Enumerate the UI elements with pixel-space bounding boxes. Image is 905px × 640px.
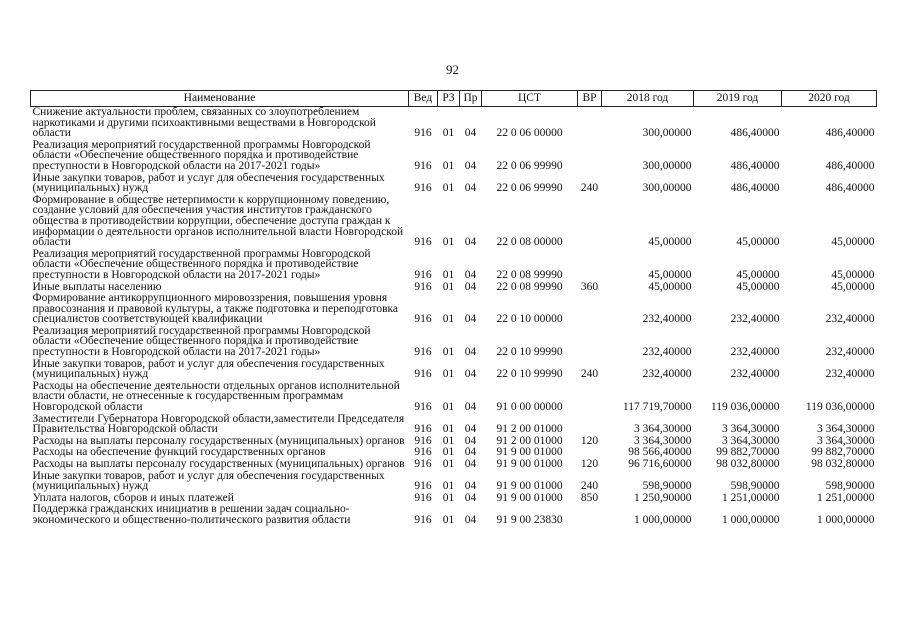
cell-2020: 45,00000 xyxy=(831,268,875,281)
cell-2019: 232,40000 xyxy=(730,313,780,326)
cell-rz: 01 xyxy=(442,236,455,249)
header-pr: Пр xyxy=(460,91,482,107)
cell-ved: 916 xyxy=(414,368,432,381)
cell-pr: 04 xyxy=(464,480,477,493)
cell-ved: 916 xyxy=(414,423,432,436)
cell-cst: 22 0 10 99990 xyxy=(496,346,563,359)
cell-2018: 45,00000 xyxy=(648,268,692,281)
header-vr: ВР xyxy=(578,91,602,107)
cell-2018: 232,40000 xyxy=(642,313,692,326)
cell-name: Формирование в обществе нетерпимости к коррупционному поведению, создание условий для обеспечения участия институтов гражданского общества в противодействии коррупции, обеспечение доступа граждан к информации о деятельности органов исполнительной власти Новгородской области xyxy=(32,193,404,249)
cell-2019: 3 364,30000 xyxy=(722,434,780,447)
cell-2020: 3 364,30000 xyxy=(817,434,875,447)
cell-2019: 486,40000 xyxy=(730,182,780,195)
cell-name: Реализация мероприятий государственной программы Новгородской области «Обеспечение общественного порядка и противодействие преступности в Новгородской области на 2017-2021 годы» xyxy=(32,324,371,359)
cell-2018: 598,90000 xyxy=(642,480,692,493)
table-row xyxy=(31,107,877,140)
cell-2020: 1 251,00000 xyxy=(817,491,875,504)
cell-rz: 01 xyxy=(442,182,455,195)
cell-vr: 240 xyxy=(580,368,599,381)
cell-vr xyxy=(578,107,602,140)
cell-ved: 916 xyxy=(414,346,432,359)
header-2018: 2018 год xyxy=(602,91,694,107)
cell-cst: 91 9 00 23830 xyxy=(496,513,563,526)
table-row xyxy=(31,249,877,282)
table-row xyxy=(31,173,877,195)
cell-2020: 45,00000 xyxy=(831,236,875,249)
header-rz: РЗ xyxy=(438,91,460,107)
cell-rz: 01 xyxy=(442,434,455,447)
table-row xyxy=(31,459,877,471)
cell-vr: 240 xyxy=(580,480,599,493)
cell-cst: 22 0 08 99990 xyxy=(496,268,563,281)
cell-vr xyxy=(578,381,602,414)
cell-ved: 916 xyxy=(414,446,432,459)
cell-pr: 04 xyxy=(464,423,477,436)
cell-name: Расходы на выплаты персоналу государственных (муниципальных) органов xyxy=(32,458,405,470)
cell-2018: 300,00000 xyxy=(642,127,692,140)
cell-2020: 232,40000 xyxy=(825,346,875,359)
table-row xyxy=(31,381,877,414)
cell-vr: 120 xyxy=(580,458,599,470)
cell-name: Снижение актуальности проблем, связанных со злоупотреблением наркотиками и другими психоактивными веществами в Новгородской области xyxy=(32,106,376,140)
cell-cst: 91 9 00 01000 xyxy=(496,491,563,504)
cell-pr: 04 xyxy=(464,182,477,195)
header-ved: Вед xyxy=(409,91,438,107)
cell-rz: 01 xyxy=(442,423,455,436)
cell-name: Иные закупки товаров, работ и услуг для обеспечения государственных (муниципальных) нужд xyxy=(32,357,385,381)
cell-vr xyxy=(578,140,602,173)
cell-pr: 04 xyxy=(464,401,477,414)
cell-name: Иные закупки товаров, работ и услуг для обеспечения государственных (муниципальных) нужд xyxy=(32,171,385,195)
cell-2020: 486,40000 xyxy=(825,159,875,172)
table-row xyxy=(31,359,877,381)
cell-rz: 01 xyxy=(442,458,455,470)
cell-ved: 916 xyxy=(414,480,432,493)
cell-ved: 916 xyxy=(414,434,432,447)
cell-ved: 916 xyxy=(414,159,432,172)
cell-rz: 01 xyxy=(442,159,455,172)
cell-ved: 916 xyxy=(414,513,432,526)
table-row xyxy=(31,195,877,249)
table-header-row xyxy=(31,91,877,107)
cell-cst: 22 0 08 99990 xyxy=(496,280,563,293)
cell-pr: 04 xyxy=(464,513,477,526)
cell-2019: 99 882,70000 xyxy=(716,446,780,459)
cell-rz: 01 xyxy=(442,268,455,281)
table-row xyxy=(31,471,877,493)
cell-name: Расходы на выплаты персоналу государственных (муниципальных) органов xyxy=(32,434,405,447)
cell-rz: 01 xyxy=(442,346,455,359)
cell-2019: 1 000,00000 xyxy=(722,513,780,526)
cell-name: Расходы на обеспечение деятельности отдельных органов исполнительной власти области, не отнесенные к государственным программам Новгородской области xyxy=(32,379,400,414)
cell-cst: 91 0 00 00000 xyxy=(496,401,563,414)
cell-pr: 04 xyxy=(464,280,477,293)
cell-pr: 04 xyxy=(464,127,477,140)
cell-ved: 916 xyxy=(414,401,432,414)
budget-table xyxy=(30,90,877,527)
cell-vr: 360 xyxy=(580,280,599,293)
cell-name: Реализация мероприятий государственной программы Новгородской области «Обеспечение общественного порядка и противодействие преступности в Новгородской области на 2017-2021 годы» xyxy=(32,138,371,172)
cell-name: Поддержка гражданских инициатив в решении задач социально-экономического и общественно-политического развития области xyxy=(32,503,351,526)
cell-2020: 486,40000 xyxy=(825,127,875,140)
cell-rz: 01 xyxy=(442,127,455,140)
cell-pr: 04 xyxy=(464,446,477,459)
cell-pr: 04 xyxy=(464,368,477,381)
cell-cst: 22 0 06 99990 xyxy=(496,159,563,172)
cell-2019: 98 032,80000 xyxy=(716,458,780,470)
header-name: Наименование xyxy=(31,91,409,107)
cell-cst: 91 2 00 01000 xyxy=(496,423,563,436)
cell-cst: 22 0 10 00000 xyxy=(496,313,563,326)
cell-2018: 3 364,30000 xyxy=(634,434,692,447)
table-row xyxy=(31,293,877,326)
cell-2018: 45,00000 xyxy=(648,236,692,249)
cell-pr: 04 xyxy=(464,313,477,326)
cell-name: Формирование антикоррупционного мировоззрения, повышения уровня правосознания и правовой культуры, а также подготовка и переподготовка специалистов соответствующей квалификации xyxy=(32,292,399,326)
cell-rz: 01 xyxy=(442,313,455,326)
cell-pr: 04 xyxy=(464,268,477,281)
cell-name: Иные выплаты населению xyxy=(32,280,162,293)
cell-2020: 232,40000 xyxy=(825,313,875,326)
cell-vr xyxy=(578,414,602,436)
cell-vr: 240 xyxy=(580,182,599,195)
cell-rz: 01 xyxy=(442,401,455,414)
cell-2018: 300,00000 xyxy=(642,182,692,195)
cell-rz: 01 xyxy=(442,513,455,526)
cell-2019: 1 251,00000 xyxy=(722,491,780,504)
table-row xyxy=(31,504,877,526)
cell-rz: 01 xyxy=(442,480,455,493)
cell-ved: 916 xyxy=(414,280,432,293)
cell-ved: 916 xyxy=(414,491,432,504)
table-row xyxy=(31,414,877,436)
cell-cst: 22 0 08 00000 xyxy=(496,236,563,249)
cell-ved: 916 xyxy=(414,182,432,195)
cell-vr: 120 xyxy=(580,434,599,447)
cell-2018: 96 716,60000 xyxy=(628,458,692,470)
cell-2018: 98 566,40000 xyxy=(628,446,692,459)
cell-rz: 01 xyxy=(442,368,455,381)
cell-pr: 04 xyxy=(464,346,477,359)
cell-ved: 916 xyxy=(414,268,432,281)
cell-2019: 45,00000 xyxy=(736,236,780,249)
cell-cst: 22 0 10 99990 xyxy=(496,368,563,381)
cell-2020: 3 364,30000 xyxy=(817,423,875,436)
cell-pr: 04 xyxy=(464,458,477,470)
cell-cst: 22 0 06 99990 xyxy=(496,182,563,195)
cell-name: Заместители Губернатора Новгородской области,заместители Председателя Правительства Новгородской области xyxy=(32,412,405,436)
cell-vr xyxy=(578,293,602,326)
cell-vr xyxy=(578,249,602,282)
cell-name: Уплата налогов, сборов и иных платежей xyxy=(32,491,234,504)
cell-vr: 850 xyxy=(580,491,599,504)
cell-2018: 232,40000 xyxy=(642,346,692,359)
cell-pr: 04 xyxy=(464,159,477,172)
cell-2020: 598,90000 xyxy=(825,480,875,493)
cell-name: Иные закупки товаров, работ и услуг для обеспечения государственных (муниципальных) нужд xyxy=(32,469,385,493)
cell-vr xyxy=(578,326,602,359)
cell-2019: 119 036,00000 xyxy=(710,401,780,414)
cell-cst: 91 9 00 01000 xyxy=(496,446,563,459)
table-row xyxy=(31,326,877,359)
cell-2018: 232,40000 xyxy=(642,368,692,381)
cell-2018: 3 364,30000 xyxy=(634,423,692,436)
cell-2020: 486,40000 xyxy=(825,182,875,195)
cell-2020: 98 032,80000 xyxy=(811,458,875,470)
cell-cst: 91 9 00 01000 xyxy=(496,480,563,493)
cell-2018: 117 719,70000 xyxy=(622,401,692,414)
cell-2020: 119 036,00000 xyxy=(805,401,875,414)
header-2019: 2019 год xyxy=(694,91,782,107)
page-number: 92 xyxy=(446,62,459,77)
cell-pr: 04 xyxy=(464,434,477,447)
cell-rz: 01 xyxy=(442,280,455,293)
cell-rz: 01 xyxy=(442,491,455,504)
cell-2019: 45,00000 xyxy=(736,268,780,281)
cell-ved: 916 xyxy=(414,458,432,470)
cell-2019: 232,40000 xyxy=(730,346,780,359)
cell-name: Расходы на обеспечение функций государственных органов xyxy=(32,446,326,459)
cell-2020: 232,40000 xyxy=(825,368,875,381)
cell-2020: 1 000,00000 xyxy=(817,513,875,526)
cell-2020: 45,00000 xyxy=(831,280,875,293)
header-2020: 2020 год xyxy=(782,91,877,107)
cell-rz: 01 xyxy=(442,446,455,459)
cell-ved: 916 xyxy=(414,313,432,326)
cell-cst: 91 9 00 01000 xyxy=(496,458,563,470)
cell-ved: 916 xyxy=(414,127,432,140)
cell-2019: 486,40000 xyxy=(730,127,780,140)
cell-2019: 486,40000 xyxy=(730,159,780,172)
cell-2019: 232,40000 xyxy=(730,368,780,381)
table-row xyxy=(31,140,877,173)
cell-2018: 45,00000 xyxy=(648,280,692,293)
cell-2018: 1 250,90000 xyxy=(634,491,692,504)
cell-vr xyxy=(578,504,602,526)
cell-pr: 04 xyxy=(464,491,477,504)
header-cst: ЦСТ xyxy=(482,91,578,107)
cell-2019: 598,90000 xyxy=(730,480,780,493)
cell-name: Реализация мероприятий государственной программы Новгородской области «Обеспечение общественного порядка и противодействие преступности в Новгородской области на 2017-2021 годы» xyxy=(32,247,371,281)
cell-cst: 91 2 00 01000 xyxy=(496,434,563,447)
cell-2019: 3 364,30000 xyxy=(722,423,780,436)
cell-pr: 04 xyxy=(464,236,477,249)
cell-2020: 99 882,70000 xyxy=(811,446,875,459)
cell-2018: 1 000,00000 xyxy=(634,513,692,526)
cell-2018: 300,00000 xyxy=(642,159,692,172)
cell-2019: 45,00000 xyxy=(736,280,780,293)
cell-vr xyxy=(578,195,602,249)
cell-ved: 916 xyxy=(414,236,432,249)
cell-cst: 22 0 06 00000 xyxy=(496,127,563,140)
